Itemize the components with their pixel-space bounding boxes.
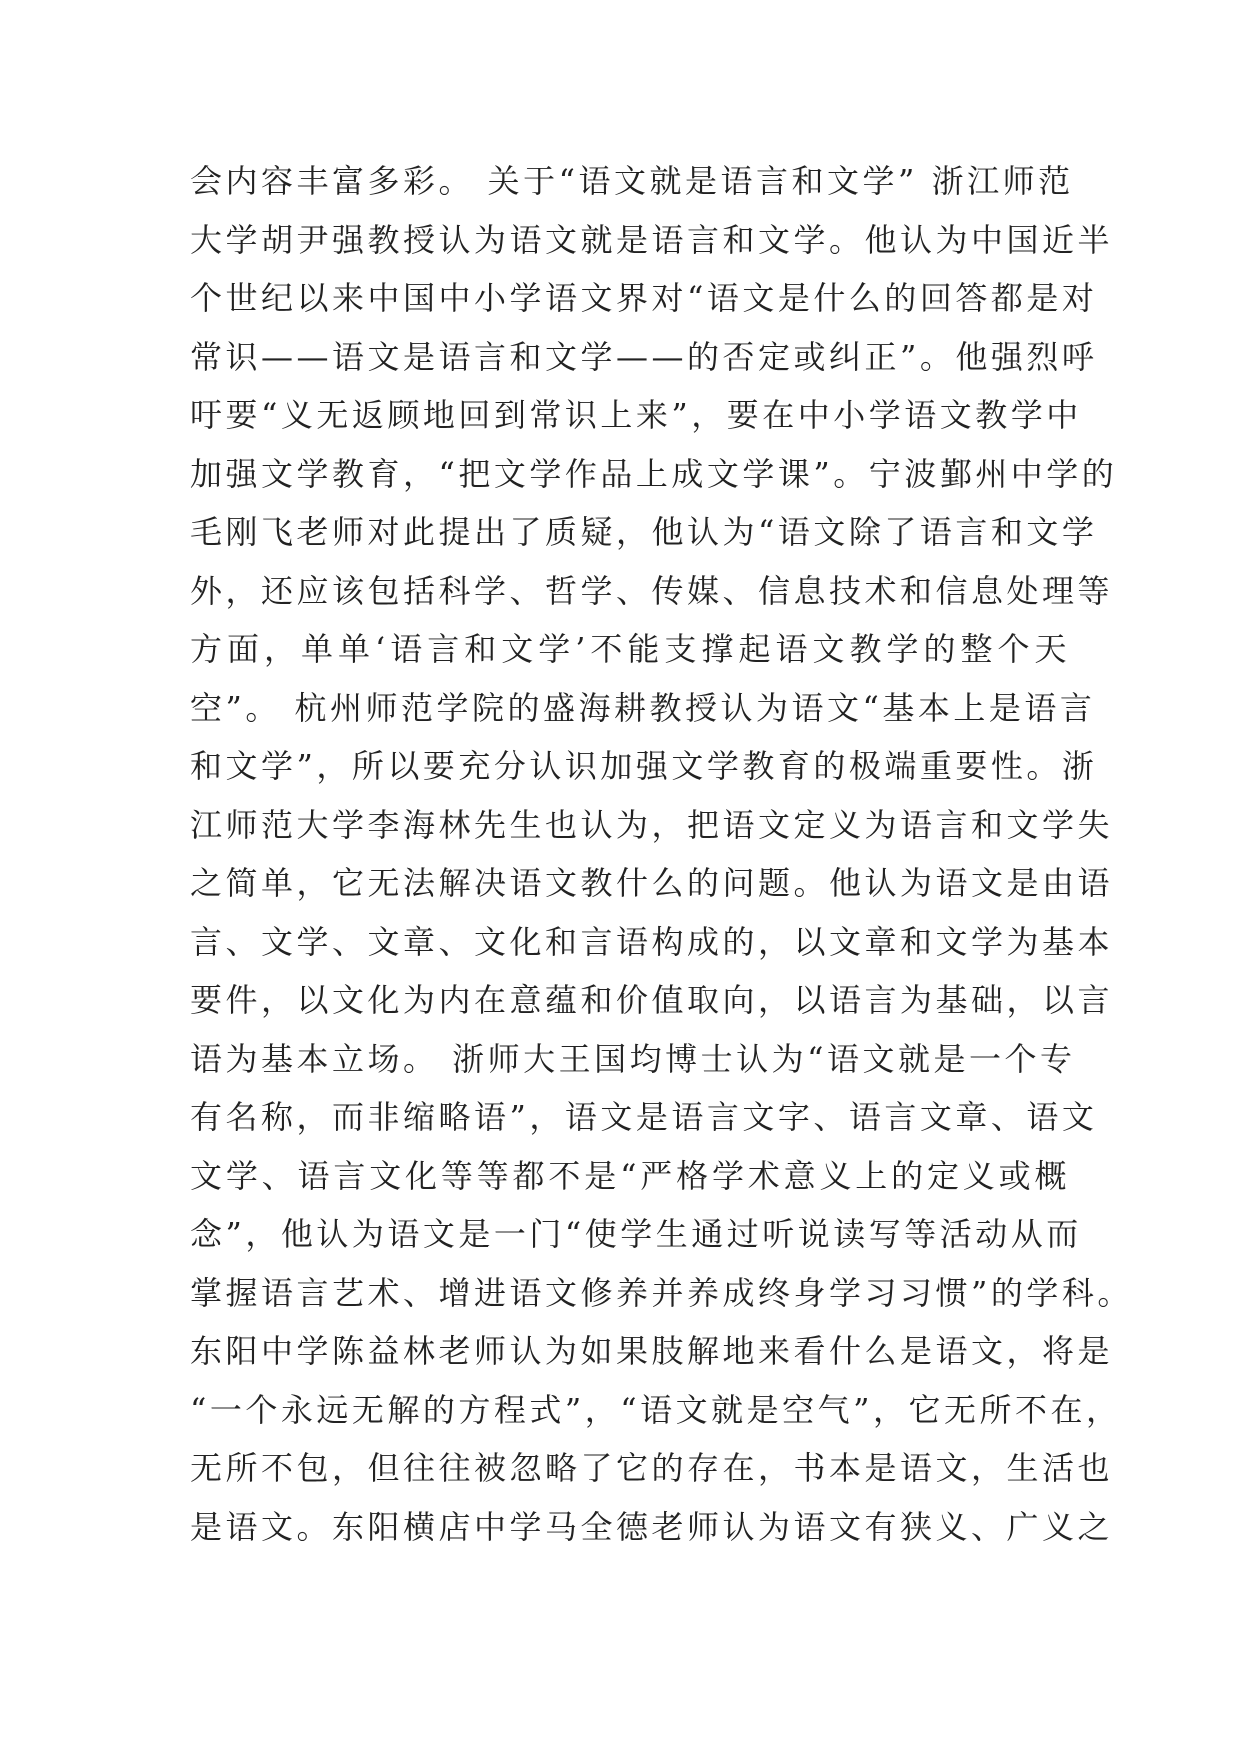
text-line: 东阳中学陈益林老师认为如果肢解地来看什么是语文，将是: [190, 1332, 1114, 1370]
text-line: 空”。 杭州师范学院的盛海耕教授认为语文“基本上是语言: [190, 688, 1096, 727]
text-line: 吁要“义无返顾地回到常识上来”，要在中小学语文教学中: [190, 396, 1082, 434]
text-line: 外，还应该包括科学、哲学、传媒、信息技术和信息处理等: [190, 571, 1114, 610]
text-line: 和文学”，所以要充分认识加强文学教育的极端重要性。浙: [190, 747, 1098, 785]
text-line: 念”，他认为语文是一门“使学生通过听说读写等活动从而: [190, 1215, 1082, 1253]
text-line: 言、文学、文章、文化和言语构成的，以文章和文学为基本: [190, 922, 1114, 961]
text-line: 语为基本立场。 浙师大王国均博士认为“语文就是一个专: [190, 1039, 1076, 1078]
text-line: 是语文。东阳横店中学马全德老师认为语文有狭义、广义之: [190, 1507, 1114, 1546]
text-line: 江师范大学李海林先生也认为，把语文定义为语言和文学失: [190, 805, 1114, 844]
text-line: 无所不包，但往往被忽略了它的存在，书本是语文，生活也: [190, 1449, 1114, 1487]
text-line: 常识——语文是语言和文学——的否定或纠正”。他强烈呼: [190, 337, 1098, 376]
body-text: [190, 152, 1133, 1556]
text-line: 方面，单单‘语言和文学’不能支撑起语文教学的整个天: [190, 630, 1070, 668]
text-line: “一个永远无解的方程式”，“语文就是空气”，它无所不在，: [190, 1390, 1122, 1429]
text-line: 有名称，而非缩略语”，语文是语言文字、语言文章、语文: [190, 1098, 1098, 1136]
text-line: 大学胡尹强教授认为语文就是语言和文学。他认为中国近半: [190, 220, 1114, 259]
text-line: 加强文学教育，“把文学作品上成文学课”。宁波鄞州中学的: [190, 454, 1118, 493]
text-line: 掌握语言艺术、增进语文修养并养成终身学习习惯”的学科。: [190, 1273, 1133, 1312]
text-line: 之简单，它无法解决语文教什么的问题。他认为语文是由语: [190, 864, 1114, 902]
text-line: 要件，以文化为内在意蕴和价值取向，以语言为基础，以言: [190, 981, 1114, 1019]
text-line: 会内容丰富多彩。 关于“语文就是语言和文学” 浙江师范: [190, 162, 1074, 200]
text-line: 个世纪以来中国中小学语文界对“语文是什么的回答都是对: [190, 279, 1098, 317]
text-line: 文学、语言文化等等都不是“严格学术意义上的定义或概: [190, 1156, 1070, 1195]
text-line: 毛刚飞老师对此提出了质疑，他认为“语文除了语言和文学: [190, 513, 1098, 551]
